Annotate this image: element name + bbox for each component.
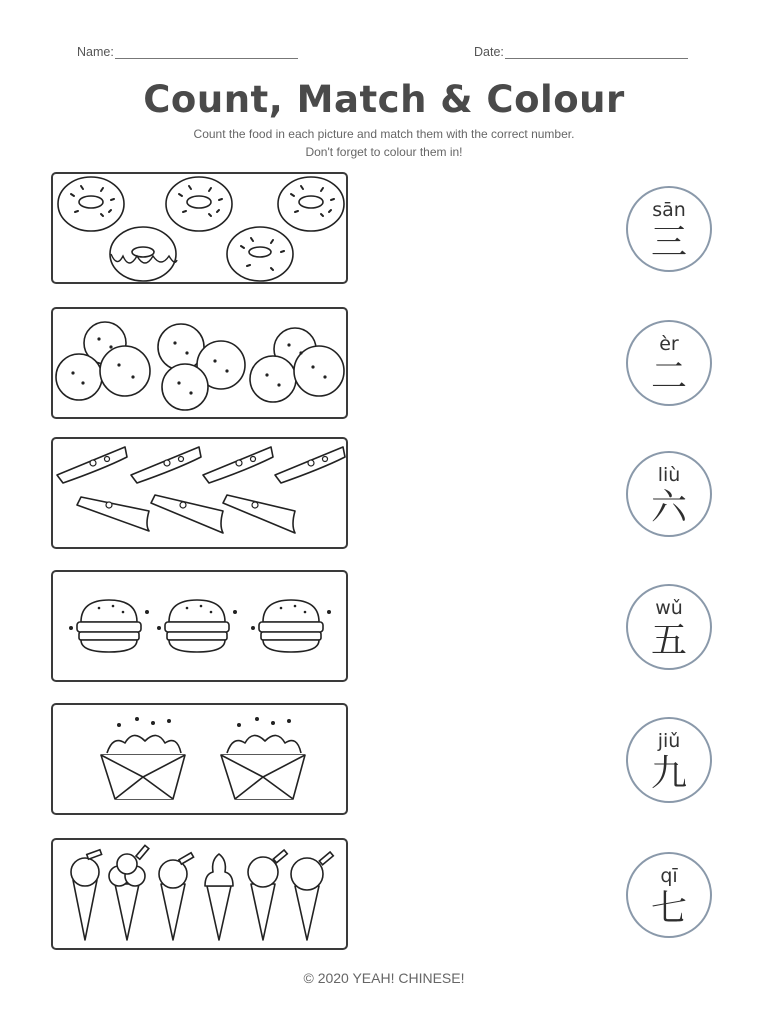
noodle-box-icon	[221, 735, 305, 799]
number-circle-san[interactable]	[626, 186, 712, 272]
hanzi-label: 七	[650, 888, 687, 929]
copyright-footer: © 2020 YEAH! CHINESE!	[303, 970, 465, 986]
hanzi-label: 九	[650, 753, 687, 794]
burgers-illustration	[53, 572, 346, 680]
cookie-icon	[56, 354, 102, 400]
food-box-noodles[interactable]	[51, 703, 348, 815]
donut-icon	[110, 227, 176, 281]
ice-cream-icon	[159, 860, 187, 940]
food-box-pizza[interactable]	[51, 437, 348, 549]
cookie-icon	[250, 356, 296, 402]
burger-icon	[165, 600, 229, 652]
instructions	[0, 125, 768, 161]
hanzi-label: 五	[650, 620, 687, 661]
pinyin-label: liù	[657, 464, 681, 486]
pizza-slice-icon	[77, 497, 149, 531]
number-circle-wu[interactable]	[626, 584, 712, 670]
hanzi-label: 二	[650, 356, 687, 397]
noodle-box-icon	[101, 735, 185, 799]
date-label: Date:	[474, 45, 504, 59]
ice-cream-icon	[205, 854, 233, 940]
pizza-slice-icon	[151, 495, 223, 533]
instruction-line-2: Don't forget to colour them in!	[305, 145, 463, 159]
pinyin-label: èr	[659, 333, 679, 355]
pinyin-label: sān	[652, 199, 686, 221]
ice-cream-icon	[291, 858, 323, 940]
hanzi-label: 三	[650, 222, 687, 263]
name-field[interactable]	[77, 44, 298, 59]
food-box-burgers[interactable]	[51, 570, 348, 682]
ice-cream-icon	[248, 857, 278, 940]
date-field[interactable]	[474, 44, 688, 59]
donuts-illustration	[53, 174, 346, 282]
name-label: Name:	[77, 45, 114, 59]
pizza-slice-icon	[223, 495, 295, 533]
pizza-illustration	[53, 439, 346, 547]
pinyin-label: wǔ	[655, 597, 683, 619]
number-circle-er[interactable]	[626, 320, 712, 406]
cookies-illustration	[53, 309, 346, 417]
cookie-icon	[100, 346, 150, 396]
icecream-illustration	[53, 840, 346, 948]
food-box-donuts[interactable]	[51, 172, 348, 284]
pinyin-label: jiǔ	[657, 730, 681, 752]
donut-icon	[278, 177, 344, 231]
worksheet-title: Count, Match & Colour	[143, 78, 625, 121]
burger-icon	[259, 600, 323, 652]
donut-icon	[166, 177, 232, 231]
burger-icon	[77, 600, 141, 652]
name-line[interactable]	[115, 44, 298, 59]
food-box-cookies[interactable]	[51, 307, 348, 419]
number-circle-liu[interactable]	[626, 451, 712, 537]
instruction-line-1: Count the food in each picture and match them with the correct number.	[193, 127, 575, 141]
noodles-illustration	[53, 705, 346, 813]
hanzi-label: 六	[650, 487, 687, 528]
ice-cream-icon	[109, 854, 145, 940]
ice-cream-icon	[71, 858, 99, 940]
donut-icon	[227, 227, 293, 281]
pinyin-label: qī	[660, 865, 678, 887]
number-circle-jiu[interactable]	[626, 717, 712, 803]
donut-icon	[58, 177, 124, 231]
date-line[interactable]	[505, 44, 688, 59]
cookie-icon	[162, 364, 208, 410]
food-box-icecream[interactable]	[51, 838, 348, 950]
number-circle-qi[interactable]	[626, 852, 712, 938]
